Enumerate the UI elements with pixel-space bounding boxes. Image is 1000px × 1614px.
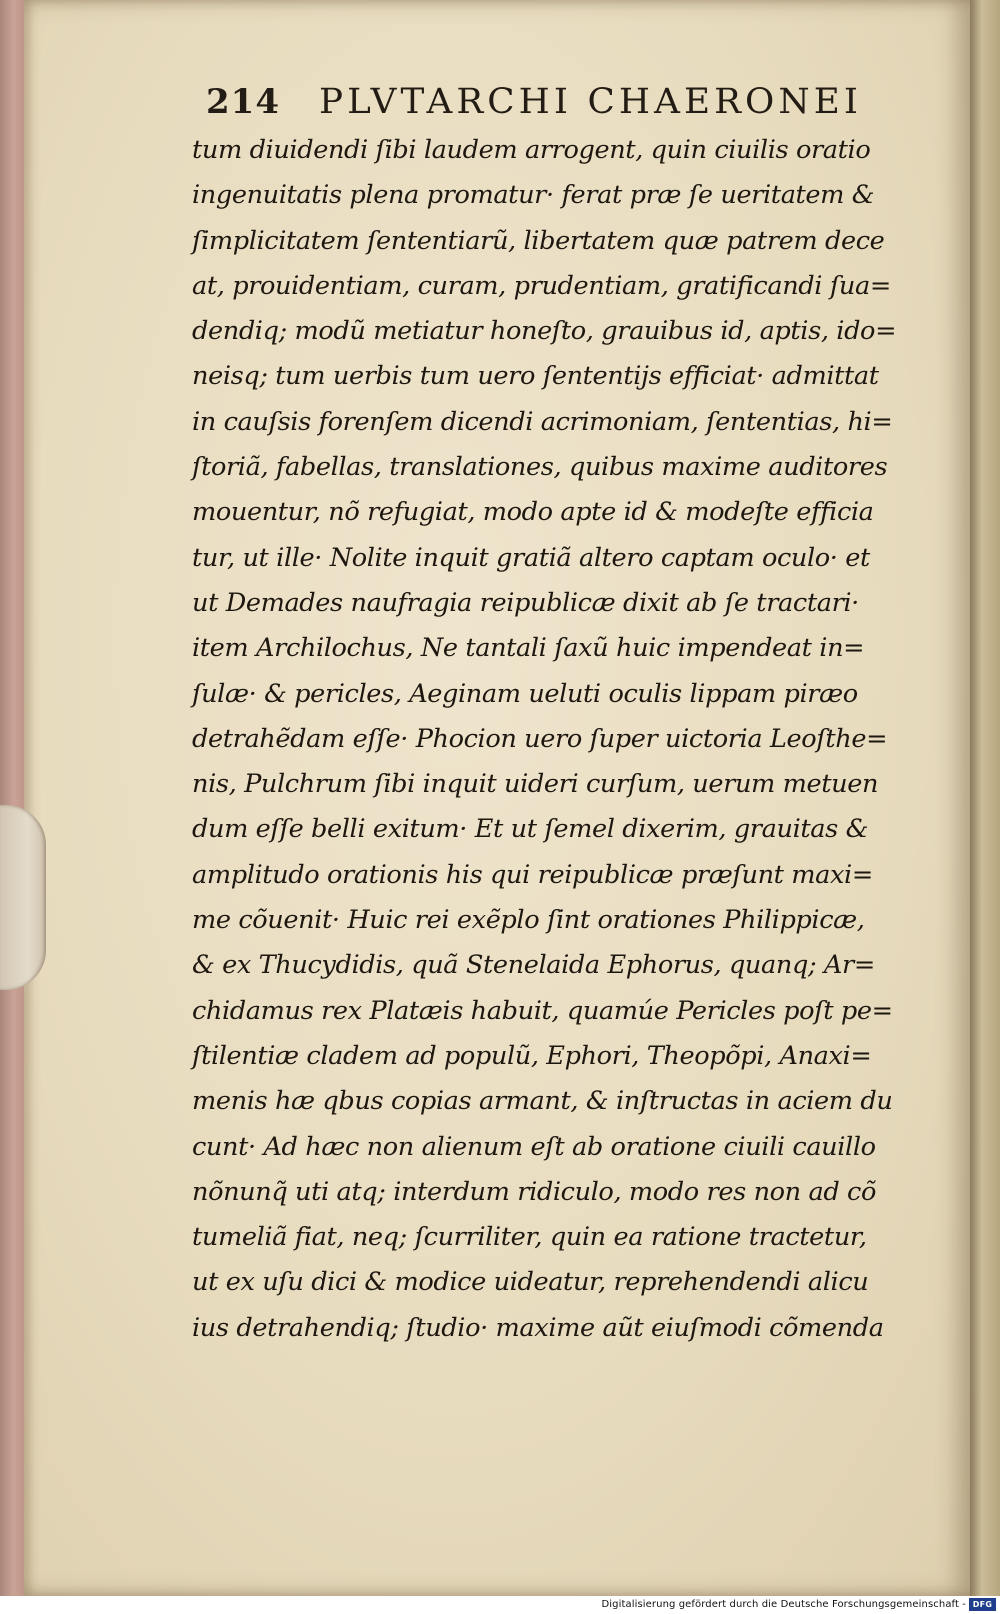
dfg-logo: DFG bbox=[969, 1598, 996, 1611]
digitization-footer bbox=[0, 1596, 1000, 1614]
running-head bbox=[206, 82, 906, 132]
text-line: tumeliã fiat, neq; ſcurriliter, quin ea ratione tractetur, bbox=[192, 1222, 867, 1253]
text-line: ſtilentiæ cladem ad populũ, Ephori, Theopõpi, Anaxi= bbox=[192, 1040, 872, 1071]
text-line: ius detrahendiq; ſtudio· maxime aũt eiuſmodi cõmenda bbox=[192, 1312, 884, 1343]
text-line: at, prouidentiam, curam, prudentiam, gratificandi ſua= bbox=[192, 270, 891, 301]
text-line: menis hæ qbus copias armant, & inſtructas in aciem du bbox=[192, 1086, 893, 1117]
text-line: & ex Thucydidis, quã Stenelaida Ephorus, quanq; Ar= bbox=[192, 950, 875, 981]
text-line: tum diuidendi ſibi laudem arrogent, quin ciuilis oratio bbox=[192, 135, 871, 165]
book-clasp bbox=[0, 805, 46, 990]
text-line: ſulæ· & pericles, Aeginam ueluti oculis lippam piræo bbox=[192, 678, 858, 709]
text-line: mouentur, nõ refugiat, modo apte id & modeſte efficia bbox=[192, 497, 874, 528]
text-line: item Archilochus, Ne tantali ſaxũ huic impendeat in= bbox=[192, 633, 865, 664]
body-text bbox=[192, 128, 927, 1351]
text-line: detrahẽdam eſſe· Phocion uero ſuper uictoria Leoſthe= bbox=[192, 723, 888, 754]
text-line: ut Demades naufragia reipublicæ dixit ab ſe tractari· bbox=[192, 587, 859, 618]
opposite-leaf-edge bbox=[970, 0, 1000, 1596]
text-line: ingenuitatis plena promatur· ferat præ ſe ueritatem & bbox=[192, 180, 875, 211]
text-line: dendiq; modũ metiatur honeſto, grauibus id, aptis, ido= bbox=[192, 316, 897, 347]
page-number: 214 bbox=[206, 82, 280, 122]
text-line: nis, Pulchrum ſibi inquit uideri curſum, uerum metuen bbox=[192, 769, 879, 800]
footer-credit: Digitalisierung gefördert durch die Deutsche Forschungsgemeinschaft - bbox=[601, 1599, 966, 1610]
text-line: me cõuenit· Huic rei exẽplo ſint orationes Philippicæ, bbox=[192, 905, 865, 936]
text-line: ſimplicitatem ſententiarũ, libertatem quæ patrem dece bbox=[192, 225, 885, 256]
running-title: PLVTARCHI CHAERONEI bbox=[319, 82, 863, 122]
text-line: ſtoriã, fabellas, translationes, quibus maxime auditores bbox=[192, 452, 888, 483]
text-line: ut ex uſu dici & modice uideatur, reprehendendi alicu bbox=[192, 1267, 869, 1298]
text-line: tur, ut ille· Nolite inquit gratiã altero captam oculo· et bbox=[192, 542, 870, 573]
text-line: nõnunq̃ uti atq; interdum ridiculo, modo res non ad cõ bbox=[192, 1176, 877, 1207]
text-line: amplitudo orationis his qui reipublicæ præſunt maxi= bbox=[192, 859, 873, 890]
text-line: in cauſsis forenſem dicendi acrimoniam, ſententias, hi= bbox=[192, 406, 893, 437]
text-line: chidamus rex Platæis habuit, quamúe Pericles poſt pe= bbox=[192, 995, 893, 1026]
text-line: cunt· Ad hæc non alienum eſt ab oratione ciuili cauillo bbox=[192, 1131, 876, 1162]
text-line: neisq; tum uerbis tum uero ſententijs efficiat· admittat bbox=[192, 361, 879, 392]
text-line: dum eſſe belli exitum· Et ut ſemel dixerim, grauitas & bbox=[192, 814, 868, 845]
